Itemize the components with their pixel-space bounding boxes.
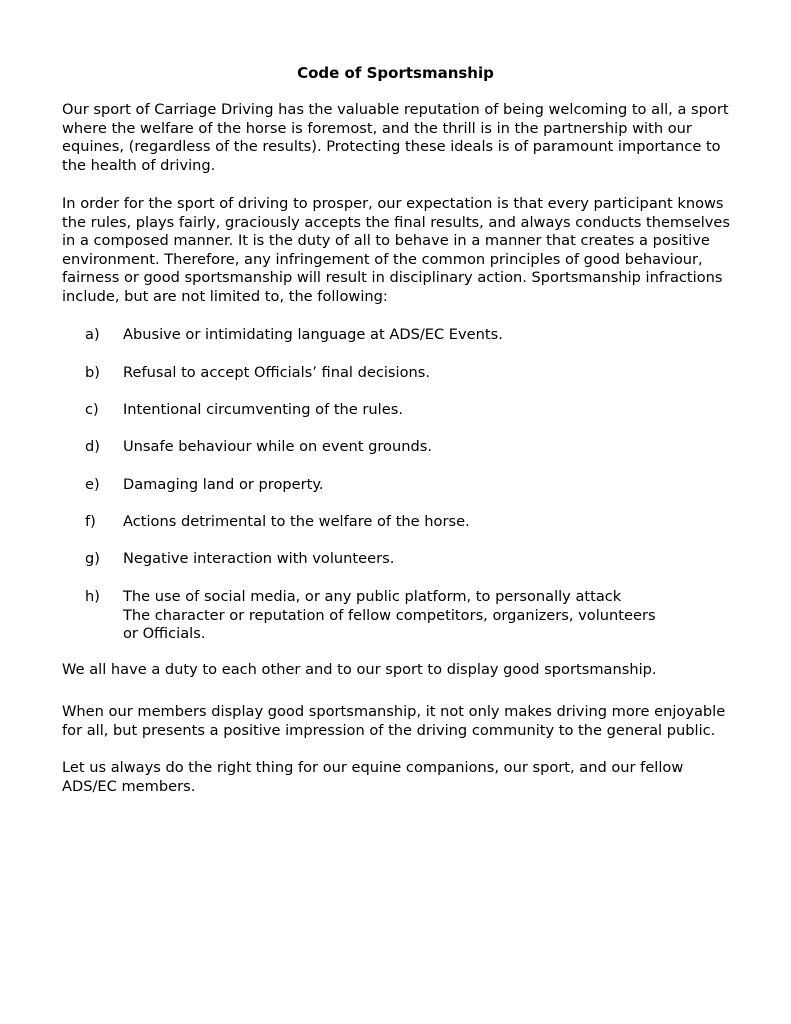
list-item-line: The use of social media, or any public platform, to personally attack [123,588,622,605]
list-item-text [123,438,683,457]
list-item-line: Refusal to accept Officials’ final decisions. [123,364,431,381]
list-item-text [123,364,683,383]
list-item-text [123,326,683,345]
list-marker: f) [85,513,96,530]
list-item-line: The character or reputation of fellow competitors, organizers, volunteers [123,606,656,624]
list-item-text [123,550,683,569]
list-item-line: Damaging land or property. [123,476,324,493]
list-marker: b) [85,364,100,381]
list-item-line: Negative interaction with volunteers. [123,550,395,567]
list-marker: h) [85,588,100,605]
list-item-text [123,513,683,532]
list-marker: g) [85,550,100,567]
list-item-line: Abusive or intimidating language at ADS/EC Events. [123,326,503,343]
intro-paragraph: Our sport of Carriage Driving has the valuable reputation of being welcoming to all, a sport where the welfare of the horse is foremost, and the thrill is in the partnership with our equines, (regardless of the results). Protecting these ideals is of paramount importance to the health of driving. [62,101,729,174]
list-marker: e) [85,476,100,493]
duty-paragraph: We all have a duty to each other and to our sport to display good sportsmanship. [62,661,657,678]
list-item-text [123,401,683,420]
list-item-text [123,588,683,644]
expectations-paragraph: In order for the sport of driving to prosper, our expectation is that every participant knows the rules, plays fairly, graciously accepts the final results, and always conducts themselves in a composed manner. It is the duty of all to behave in a manner that creates a positive environment. Therefore, any infringement of the common principles of good behaviour, fairness or good sportsmanship will result in disciplinary action. Sportsmanship infractions include, but are not limited to, the following: [62,195,730,305]
list-marker: a) [85,326,100,343]
list-item-line: Actions detrimental to the welfare of the horse. [123,513,470,530]
list-marker: d) [85,438,100,455]
list-marker: c) [85,401,99,418]
list-item-line: Unsafe behaviour while on event grounds. [123,438,432,455]
benefits-paragraph: When our members display good sportsmanship, it not only makes driving more enjoyable for all, but presents a positive impression of the driving community to the general public. [62,703,726,739]
document-title: Code of Sportsmanship [297,64,494,82]
list-item-line: Intentional circumventing of the rules. [123,401,403,418]
list-item-line: or Officials. [123,625,206,642]
list-item-text [123,476,683,495]
closing-paragraph: Let us always do the right thing for our equine companions, our sport, and our fellow ADS/EC members. [62,759,684,795]
